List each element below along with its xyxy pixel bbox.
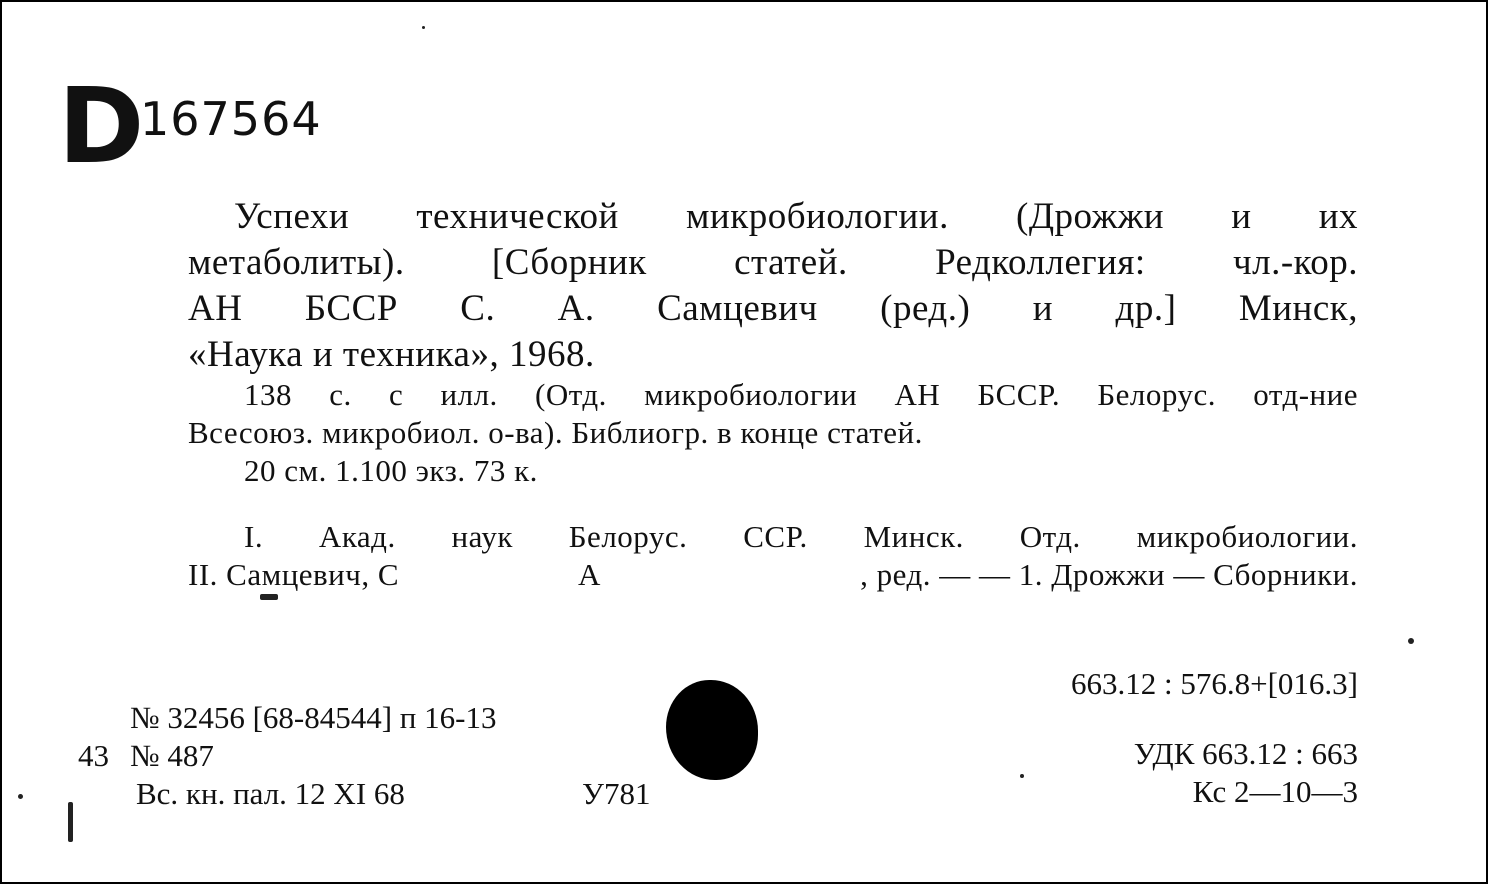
catalog-card [2,2,1486,882]
tracing-line-2c: , ред. — — 1. Дрожжи — Сборники. [860,557,1358,592]
title-block [188,194,1358,378]
kc-index: Кс 2—10—3 [1192,774,1358,809]
card-number-stamp: 167564 [140,92,322,146]
udc-index: УДК 663.12 : 663 [1133,736,1358,771]
physical-description [188,376,1358,490]
margin-mark [68,802,73,842]
ink-blot [666,680,758,780]
card-letter-stamp: D [58,65,145,187]
desc-line-1: 138 с. с илл. (Отд. микробиологии АН БССР. Белорус. отд-ние [244,377,1358,412]
desc-line-2: Всесоюз. микробиол. о-ва). Библиогр. в конце статей. [188,415,923,450]
speck [1408,638,1414,644]
speck [422,26,425,29]
tracing-line-2b: А [578,557,601,592]
speck [18,794,23,799]
title-line-2: метаболиты). [Сборник статей. Редколлегия: чл.-кор. [188,242,1358,283]
speck [1020,774,1024,778]
tracing-line-2a: II. Самцевич, С [188,557,400,592]
title-line-4: «Наука и техника», 1968. [188,334,595,375]
classification-index: 663.12 : 576.8+[016.3] [1071,666,1358,701]
footer-registry-line: № 32456 [68-84544] п 16-13 [130,700,497,735]
footer-chamber-date: Вс. кн. пал. 12 XI 68 [136,776,405,811]
tracings [188,518,1358,556]
underline-mark [260,594,278,600]
tracing-line-1: I. Акад. наук Белорус. ССР. Минск. Отд. микробиологии. [244,519,1358,554]
desc-line-3: 20 см. 1.100 экз. 73 к. [244,453,538,488]
footer-order-prefix: 43 [78,738,109,773]
title-line-3: АН БССР С. А. Самцевич (ред.) и др.] Минск, [188,288,1358,329]
footer-order-number: № 487 [130,738,214,773]
footer-code: У781 [582,776,651,811]
title-line-1: Успехи технической микробиологии. (Дрожжи и их [234,196,1358,237]
